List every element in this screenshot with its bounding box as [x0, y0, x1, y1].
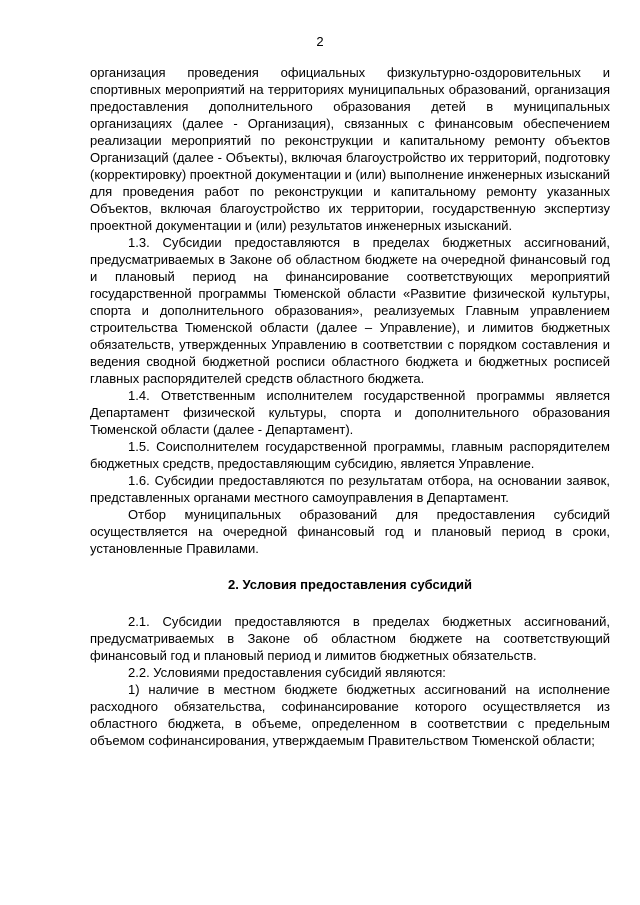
paragraph-2-2: 2.2. Условиями предоставления субсидий являются:: [128, 665, 446, 680]
document-body: [90, 64, 610, 749]
paragraph-1-5: 1.5. Соисполнителем государственной программы, главным распорядителем бюджетных средств, предоставляющим субсидию, является Управление.: [90, 439, 610, 471]
paragraph-1-6: 1.6. Субсидии предоставляются по результатам отбора, на основании заявок, представленных органами местного самоуправления в Департамент.: [90, 473, 610, 505]
paragraph-1-3: 1.3. Субсидии предоставляются в пределах бюджетных ассигнований, предусматриваемых в Законе об областном бюджете на очередной финансовый год и плановый период на финансирование соответствующих мероприятий государственной программы Тюменской области «Развитие физической культуры, спорта и дополнительного образования», реализуемых Главным управлением строительства Тюменской области (далее – Управление), и лимитов бюджетных обязательств, утвержденных Управлению в соответствии с порядком составления и ведения сводной бюджетной росписи областного бюджета и бюджетных росписей главных распорядителей средств областного бюджета.: [90, 235, 610, 386]
section-heading: 2. Условия предоставления субсидий: [228, 577, 472, 592]
paragraph-organizations: организация проведения официальных физкультурно-оздоровительных и спортивных мероприятий на территориях муниципальных образований, организация предоставления дополнительного образования детей в муниципальных организациях (далее - Организация), связанных с финансовым обеспечением реализации мероприятий по реконструкции и капитальному ремонту объектов Организаций (далее - Объекты), включая благоустройство их территорий, подготовку (корректировку) проектной документации и (или) выполнение инженерных изысканий для проведения работ по реконструкции и капитальному ремонту указанных Объектов, включая благоустройство их территории, государственную экспертизу проектной документации и (или) результатов инженерных изысканий.: [90, 65, 610, 233]
paragraph-2-1: 2.1. Субсидии предоставляются в пределах бюджетных ассигнований, предусматриваемых в Законе об областном бюджете на соответствующий финансовый год и плановый период и лимитов бюджетных обязательств.: [90, 614, 610, 663]
paragraph-2-2-item-1: 1) наличие в местном бюджете бюджетных ассигнований на исполнение расходного обязательства, софинансирование которого осуществляется из областного бюджета, в объеме, определенном в соответствии с предельным объемом софинансирования, утверждаемым Правительством Тюменской области;: [90, 682, 610, 748]
page-number: 2: [316, 34, 324, 49]
paragraph-selection: Отбор муниципальных образований для предоставления субсидий осуществляется на очередной финансовый год и плановый период в сроки, установленные Правилами.: [90, 507, 610, 556]
paragraph-1-4: 1.4. Ответственным исполнителем государственной программы является Департамент физической культуры, спорта и дополнительного образования Тюменской области (далее - Департамент).: [90, 388, 610, 437]
